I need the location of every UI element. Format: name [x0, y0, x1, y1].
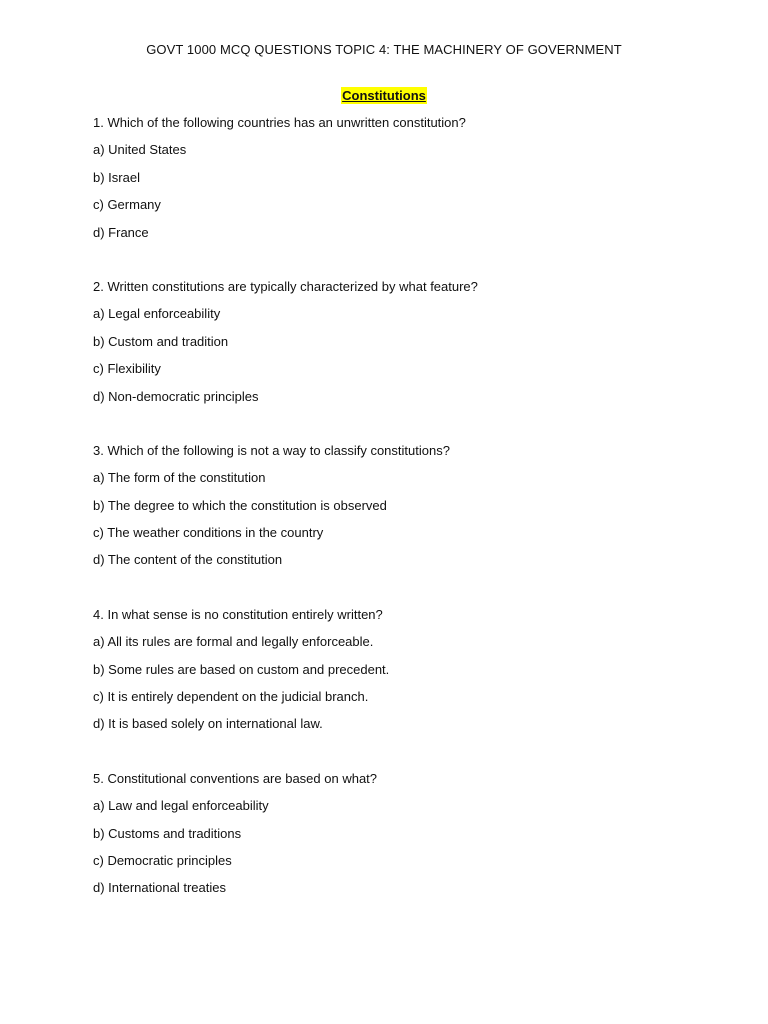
question-text: 5. Constitutional conventions are based on what?: [93, 770, 378, 786]
answer-option: a) All its rules are formal and legally enforceable.: [93, 634, 374, 650]
document-title: GOVT 1000 MCQ QUESTIONS TOPIC 4: THE MACHINERY OF GOVERNMENT: [146, 42, 622, 57]
question-text: 1. Which of the following countries has an unwritten constitution?: [93, 115, 466, 130]
answer-option: a) Law and legal enforceability: [93, 798, 269, 814]
question-list: [93, 113, 713, 933]
answer-option: b) Israel: [93, 169, 140, 185]
answer-option: c) The weather conditions in the country: [93, 525, 324, 541]
answer-option: c) Democratic principles: [93, 852, 232, 868]
question-3: [93, 441, 713, 578]
answer-option: b) Customs and traditions: [93, 825, 242, 841]
section-heading: Constitutions: [342, 88, 426, 103]
answer-option: d) The content of the constitution: [93, 552, 283, 568]
answer-option: b) The degree to which the constitution is observed: [93, 497, 387, 513]
question-2: [93, 277, 713, 414]
question-1: [93, 113, 713, 250]
answer-option: d) Non-democratic principles: [93, 388, 259, 404]
answer-option: d) International treaties: [93, 880, 226, 896]
answer-option: c) Germany: [93, 197, 161, 213]
question-text: 2. Written constitutions are typically characterized by what feature?: [93, 278, 478, 294]
answer-option: a) United States: [93, 142, 187, 158]
answer-option: d) France: [93, 224, 149, 240]
answer-option: b) Some rules are based on custom and precedent.: [93, 661, 390, 677]
question-5: [93, 769, 713, 906]
answer-option: a) Legal enforceability: [93, 306, 221, 322]
answer-option: a) The form of the constitution: [93, 470, 266, 486]
question-text: 4. In what sense is no constitution entirely written?: [93, 606, 383, 622]
answer-option: b) Custom and tradition: [93, 333, 229, 349]
answer-option: c) Flexibility: [93, 361, 161, 377]
question-text: 3. Which of the following is not a way to classify constitutions?: [93, 442, 450, 458]
answer-option: c) It is entirely dependent on the judicial branch.: [93, 689, 369, 705]
answer-option: d) It is based solely on international law.: [93, 716, 323, 732]
question-4: [93, 605, 713, 742]
section-heading-container: [0, 87, 768, 105]
